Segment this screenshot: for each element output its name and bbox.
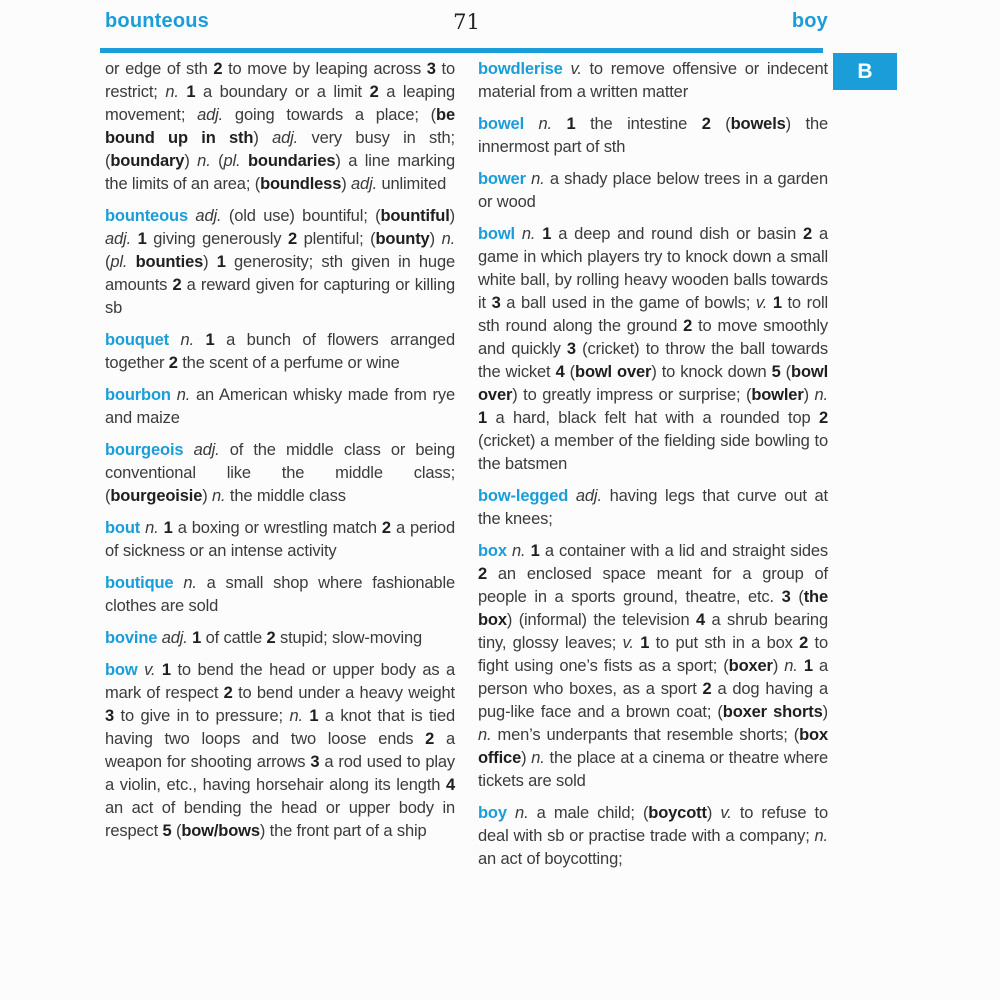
text-run: 1 (163, 519, 173, 537)
column-left (105, 58, 455, 871)
text-run: a reward given for capturing or killing sb (105, 276, 456, 317)
entry-bourgeois (105, 439, 455, 508)
text-run: (cricket) a member of the fielding side bowling to the batsmen (478, 432, 828, 473)
text-run: having legs that curve out at the knees; (478, 487, 828, 528)
text-run: v. (570, 60, 582, 78)
text-run: n. (197, 152, 211, 170)
headword: bovine (105, 629, 162, 647)
text-run: be bound up in sth (105, 106, 455, 147)
headword: boy (478, 804, 516, 822)
text-run: or edge of sth (105, 60, 214, 78)
column-right (478, 58, 828, 871)
text-run: to bend the head or upper body as a mark of respect (105, 661, 455, 702)
text-run: a container with a lid and straight sides (539, 542, 828, 560)
entry-bowdlerise (478, 58, 828, 104)
text-run: 1 (205, 331, 215, 349)
text-run: the intestine (575, 115, 702, 133)
text-run: ) (822, 703, 828, 721)
headword: boutique (105, 574, 184, 592)
text-run: n. (814, 386, 828, 404)
text-run: n. (814, 827, 828, 845)
text-run: ( (780, 363, 792, 381)
headword: bourgeois (105, 441, 194, 459)
text-run: n. (289, 707, 303, 725)
text-run: bowels (730, 115, 786, 133)
text-run: ) (521, 749, 532, 767)
text-run: adj. (195, 207, 222, 225)
text-run: a ball used in the game of bowls; (500, 294, 756, 312)
text-run: 1 (530, 542, 540, 560)
text-run: 2 (425, 730, 435, 748)
text-run: to put sth in a box (649, 634, 800, 652)
text-run: 1 (137, 230, 147, 248)
text-run: ) (449, 207, 455, 225)
entry-bout (105, 517, 455, 563)
text-run: generosity; sth given in huge amounts (105, 253, 455, 294)
text-run: a rod used to play a violin, etc., having horsehair along its length (105, 753, 456, 794)
text-run: ( (105, 253, 111, 271)
text-run: a hard, black felt hat with a rounded top (487, 409, 819, 427)
text-run: ) (429, 230, 442, 248)
text-run: to restrict; (105, 60, 455, 101)
text-run: 2 (702, 680, 712, 698)
entry-boutique (105, 572, 455, 618)
text-run: bountiful (380, 207, 450, 225)
text-run: 1 (216, 253, 226, 271)
text-run: boxer (728, 657, 773, 675)
text-run: bow/bows (181, 822, 260, 840)
text-run: an enclosed space meant for a group of people in a sports ground, theatre, etc. (478, 565, 828, 606)
text-run: 2 (683, 317, 693, 335)
headword: bouquet (105, 331, 181, 349)
text-run: 3 (566, 340, 576, 358)
text-run: 2 (369, 83, 379, 101)
text-run: ) the innermost part of sth (478, 115, 829, 156)
headword: bower (478, 170, 532, 188)
text-run: 2 (287, 230, 297, 248)
text-run: to bend under a heavy weight (232, 684, 455, 702)
text-run: a dog having a pug-like face and a brown coat; ( (478, 680, 828, 721)
text-run: to roll sth round along the ground (478, 294, 829, 335)
text-run: 1 (161, 661, 171, 679)
text-run: 1 (542, 225, 552, 243)
text-run: 4 (555, 363, 565, 381)
text-run: ( (710, 115, 731, 133)
text-run: ) (informal) the television (506, 611, 697, 629)
text-run: giving generously (146, 230, 288, 248)
text-run: (old use) bountiful; ( (221, 207, 381, 225)
entry-bowel (478, 113, 828, 159)
text-run: bounties (135, 253, 204, 271)
text-run: very busy in sth; ( (105, 129, 455, 170)
text-run: ) (184, 152, 198, 170)
text-run: boxer shorts (722, 703, 823, 721)
text-run (240, 152, 248, 170)
text-run: 3 (426, 60, 436, 78)
text-run: of the middle class or being conventional like the middle class; ( (105, 441, 455, 505)
text-run: to refuse to deal with sb or practise trade with a company; (478, 804, 829, 845)
text-run: to move by leaping across (222, 60, 427, 78)
text-run: to fight using one’s fists as a sport; ( (478, 634, 828, 675)
text-run: v. (622, 634, 634, 652)
text-run: n. (478, 726, 492, 744)
text-run: bourgeoisie (110, 487, 203, 505)
headword: bourbon (105, 386, 177, 404)
text-run: adj. (197, 106, 224, 124)
headword: bounteous (105, 207, 196, 225)
text-run: pl. (110, 253, 128, 271)
guide-word-right: boy (791, 10, 828, 32)
text-run: n. (165, 83, 179, 101)
text-run: 4 (696, 611, 706, 629)
text-run: to give in to pressure; (114, 707, 290, 725)
text-run: ) (706, 804, 721, 822)
text-run: ) to knock down (651, 363, 772, 381)
text-run: going towards a place; ( (223, 106, 437, 124)
entry-bow (105, 659, 455, 843)
entry-bowl (478, 223, 828, 476)
text-run: the box (478, 588, 829, 629)
text-run: ) the front part of a ship (259, 822, 427, 840)
text-run: v. (720, 804, 732, 822)
text-run: a leaping movement; (105, 83, 455, 124)
text-run: n. (515, 804, 529, 822)
text-run: 2 (818, 409, 828, 427)
text-run: a shady place below trees in a garden or wood (478, 170, 828, 211)
text-run: adj. (161, 629, 188, 647)
text-columns (105, 58, 828, 871)
text-run: n. (538, 115, 552, 133)
text-run: 2 (266, 629, 276, 647)
text-run: adj. (575, 487, 602, 505)
text-run: a bunch of flowers arranged together (105, 331, 455, 372)
text-run: 4 (445, 776, 455, 794)
text-run: ) (203, 253, 217, 271)
entry-bourbon (105, 384, 455, 430)
guide-word-left: bounteous (105, 10, 210, 32)
text-run: boycott (648, 804, 707, 822)
text-run: adj. (193, 441, 220, 459)
text-run: n. (145, 519, 159, 537)
entry-boy (478, 802, 828, 871)
entry-bower (478, 168, 828, 214)
text-run: 3 (310, 753, 320, 771)
text-run: n. (531, 170, 545, 188)
text-run: 1 (478, 409, 488, 427)
text-run: bowler (751, 386, 804, 404)
text-run: ) (341, 175, 352, 193)
text-run: a male child; ( (528, 804, 649, 822)
text-run (194, 331, 206, 349)
text-run: ( (564, 363, 576, 381)
text-run: bowl over (478, 363, 829, 404)
text-run: of cattle (201, 629, 267, 647)
text-run: 2 (799, 634, 809, 652)
text-run (131, 230, 138, 248)
text-run: a shrub bearing tiny, glossy leaves; (478, 611, 828, 652)
text-run: ) (202, 487, 213, 505)
text-run: n. (183, 574, 197, 592)
text-run: an act of bending the head or upper body in respect (105, 799, 455, 840)
text-run: 3 (781, 588, 791, 606)
headword: box (478, 542, 513, 560)
entry-box (478, 540, 828, 793)
text-run: (cricket) to throw the ball towards the wicket (478, 340, 828, 381)
text-run: adj. (351, 175, 378, 193)
entry-bouquet (105, 329, 455, 375)
text-run: 2 (701, 115, 711, 133)
text-run: bounty (375, 230, 430, 248)
text-run: 2 (803, 225, 813, 243)
text-run: plentiful; ( (296, 230, 376, 248)
text-run: unlimited (377, 175, 447, 193)
header-divider-rule (100, 48, 823, 53)
text-run: v. (144, 661, 156, 679)
text-run: pl. (223, 152, 241, 170)
text-run: boundless (260, 175, 342, 193)
text-run: 2 (168, 354, 178, 372)
text-run: 3 (491, 294, 501, 312)
text-run (127, 253, 135, 271)
text-run: n. (512, 542, 526, 560)
text-run: boundaries (247, 152, 336, 170)
page-header (105, 10, 828, 34)
section-letter: B (857, 59, 873, 83)
text-run: a small shop where fashionable clothes are sold (105, 574, 455, 615)
text-run: 3 (105, 707, 115, 725)
text-run: ) (253, 129, 273, 147)
text-run: n. (176, 386, 191, 404)
text-run: adj. (105, 230, 132, 248)
text-run: stupid; slow-moving (275, 629, 423, 647)
text-run: ) (772, 657, 785, 675)
text-run: box office (478, 726, 828, 767)
text-run: n. (531, 749, 545, 767)
text-run: 1 (186, 83, 196, 101)
text-run (552, 115, 567, 133)
text-run: 1 (192, 629, 202, 647)
text-run: ) a line marking the limits of an area; ( (105, 152, 455, 193)
text-run: a boxing or wrestling match (172, 519, 382, 537)
text-run: men’s underpants that resemble shorts; ( (491, 726, 800, 744)
headword: bowel (478, 115, 539, 133)
text-run: ) to greatly impress or surprise; ( (512, 386, 752, 404)
text-run: the middle class (225, 487, 346, 505)
headword: bout (105, 519, 146, 537)
text-run: n. (441, 230, 456, 248)
text-run: an American whisky made from rye and maize (105, 386, 455, 427)
text-run: an act of boycotting; (478, 850, 623, 868)
text-run: 2 (223, 684, 233, 702)
text-run: a boundary or a limit (195, 83, 370, 101)
text-run: v. (755, 294, 768, 312)
text-run: the place at a cinema or theatre where tickets are sold (478, 749, 828, 790)
text-run: ( (210, 152, 224, 170)
text-run: 2 (213, 60, 223, 78)
text-run: a person who boxes, as a sport (478, 657, 828, 698)
text-run: a deep and round dish or basin (551, 225, 804, 243)
text-run: 5 (771, 363, 781, 381)
entry-bow-legged (478, 485, 828, 531)
text-run: n. (180, 331, 195, 349)
text-run: 5 (162, 822, 172, 840)
entry-continuation (105, 58, 455, 196)
text-run: adj. (272, 129, 299, 147)
text-run: ) (803, 386, 815, 404)
entry-bovine (105, 627, 455, 650)
text-run: n. (212, 487, 226, 505)
text-run: 2 (478, 565, 488, 583)
text-run: 1 (640, 634, 650, 652)
section-letter-tab (833, 53, 897, 90)
text-run: 2 (172, 276, 182, 294)
text-run: bowl over (575, 363, 652, 381)
text-run: n. (521, 225, 536, 243)
entry-bounteous (105, 205, 455, 320)
text-run: ( (790, 588, 804, 606)
headword: bowl (478, 225, 522, 243)
headword: bowdlerise (478, 60, 571, 78)
text-run: 1 (309, 707, 319, 725)
text-run: 1 (772, 294, 782, 312)
text-run: a period of sickness or an intense activity (105, 519, 455, 560)
text-run: 1 (803, 657, 813, 675)
text-run: a knot that is tied having two loops and two loose ends (105, 707, 455, 748)
text-run: a game in which players try to knock down a small white ball, by rolling heavy wooden balls towards it (478, 225, 828, 312)
text-run: n. (784, 657, 798, 675)
text-run: to move smoothly and quickly (478, 317, 828, 358)
text-run: boundary (110, 152, 185, 170)
text-run: to remove offensive or indecent material from a written matter (478, 60, 828, 101)
text-run: ( (171, 822, 182, 840)
headword: bow-legged (478, 487, 576, 505)
text-run: 1 (566, 115, 576, 133)
text-run: 2 (381, 519, 391, 537)
page-number: 71 (453, 10, 480, 34)
text-run: a weapon for shooting arrows (105, 730, 455, 771)
text-run: the scent of a perfume or wine (177, 354, 400, 372)
headword: bow (105, 661, 145, 679)
